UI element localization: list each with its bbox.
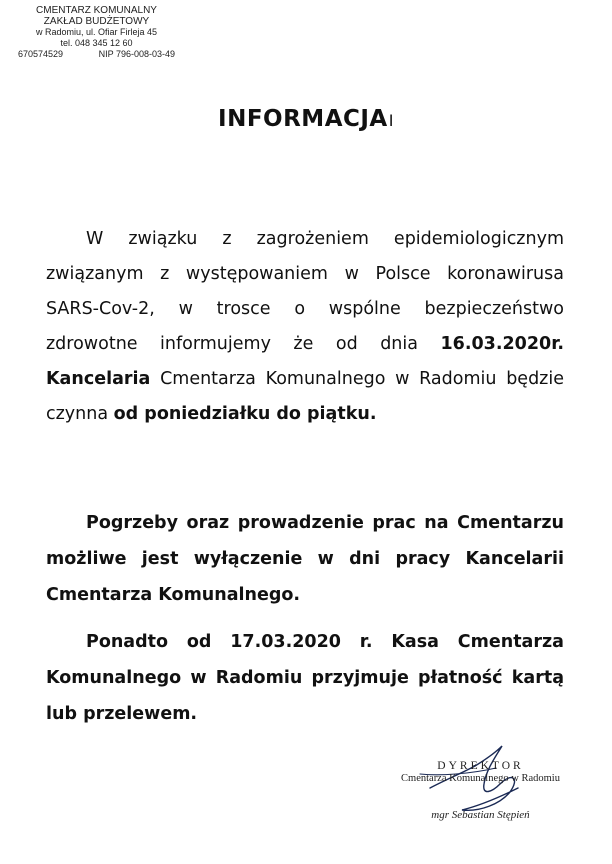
paragraph-payments <box>46 624 564 732</box>
paragraph-funerals <box>46 505 564 613</box>
p3-line-1: Ponadto od 17.03.2020 r. Kasa Cmentarza <box>86 632 564 652</box>
p1-line-4-text: zdrowotne informujemy że od dnia <box>46 334 418 354</box>
p3-line-3: lub przelewem. <box>46 704 198 724</box>
stamp-nip: NIP 796-008-03-49 <box>98 49 175 59</box>
stamp-phone: tel. 048 345 12 60 <box>60 38 133 48</box>
paragraph-office-hours <box>46 222 564 432</box>
signer-name: mgr Sebastian Stępień <box>431 809 530 821</box>
title-text: INFORMACJA <box>218 106 388 132</box>
working-days: od poniedziałku do piątku. <box>113 404 377 424</box>
text-cursor-icon: I <box>388 111 394 130</box>
p1-line-3: SARS-Cov-2, w trosce o wspólne bezpieczeństwo <box>46 299 564 319</box>
p1-line-6-text: czynna <box>46 404 109 424</box>
stamp-address: w Radomiu, ul. Ofiar Firleja 45 <box>35 27 158 37</box>
stamp-line-1: CMENTARZ KOMUNALNY <box>36 5 157 16</box>
effective-date: 16.03.2020r. <box>440 334 564 354</box>
institution-stamp <box>14 5 179 60</box>
signer-role: DYREKTOR <box>437 760 524 772</box>
p2-line-2: możliwe jest wyłączenie w dni pracy Kancelarii <box>46 549 564 569</box>
p1-line-6 <box>46 397 564 432</box>
p2-line-3: Cmentarza Komunalnego. <box>46 585 301 605</box>
document-title <box>0 106 612 132</box>
office-word: Kancelaria <box>46 369 151 389</box>
stamp-regon: 670574529 <box>18 49 64 59</box>
p3-line-2: Komunalnego w Radomiu przyjmuje płatność kartą <box>46 668 564 688</box>
signature-block <box>398 760 563 821</box>
p1-line-5-text: Cmentarza Komunalnego w Radomiu będzie <box>160 369 564 389</box>
p1-line-4 <box>46 327 564 362</box>
p1-line-2: związanym z występowaniem w Polsce koronawirusa <box>46 264 564 284</box>
p1-line-1: W związku z zagrożeniem epidemiologicznym <box>86 229 564 249</box>
signer-organization: Cmentarza Komunalnego w Radomiu <box>401 773 560 784</box>
stamp-line-2: ZAKŁAD BUDŻETOWY <box>43 16 150 27</box>
p1-line-5 <box>46 362 564 397</box>
p2-line-1: Pogrzeby oraz prowadzenie prac na Cmentarzu <box>86 513 564 533</box>
